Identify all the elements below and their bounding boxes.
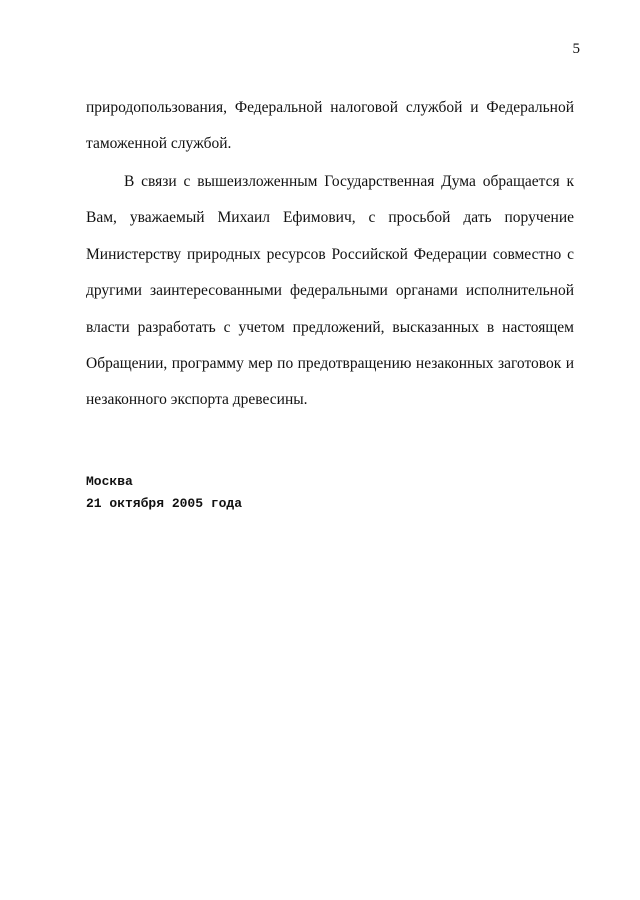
page-number: 5 [572,41,580,57]
signature-date: 21 октября 2005 года [86,496,243,511]
paragraph-line: таможенной службой. [86,135,232,153]
signature-block [86,471,242,515]
paragraph-line: власти разработать с учетом предложений, высказанных в настоящем [86,318,574,336]
paragraph-line: Министерству природных ресурсов Российской Федерации совместно с [86,245,574,263]
paragraph-line: Вам, уважаемый Михаил Ефимович, с просьбой дать поручение [86,209,574,227]
paragraph-2 [86,172,574,427]
paragraph-line: незаконного экспорта древесины. [86,391,308,409]
paragraph-line: другими заинтересованными федеральными органами исполнительной [86,282,574,300]
paragraph-line: Обращении, программу мер по предотвращению незаконных заготовок и [86,354,574,372]
paragraph-1 [86,98,574,171]
paragraph-line: природопользования, Федеральной налоговой службой и Федеральной [86,99,574,116]
paragraph-line: В связи с вышеизложенным Государственная Дума обращается к [124,173,574,190]
signature-city: Москва [86,474,133,489]
